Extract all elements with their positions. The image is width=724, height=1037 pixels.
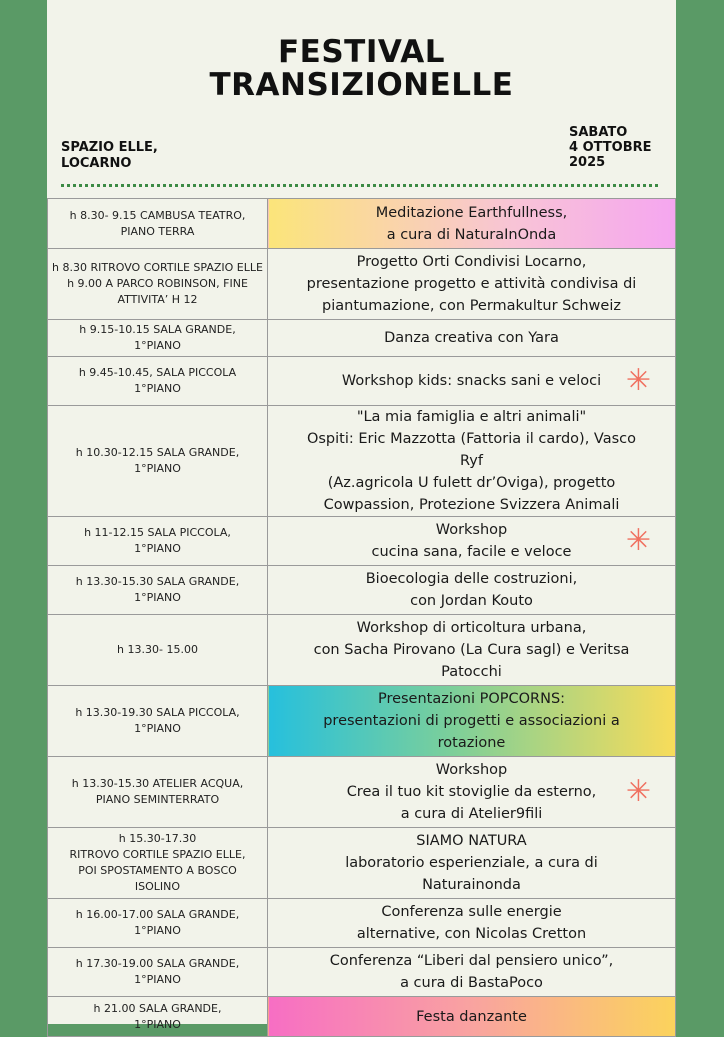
activity-cell [268, 686, 676, 757]
festival-title: FESTIVAL TRANSIZIONELLE [209, 34, 514, 103]
activity-text: Workshop di orticoltura urbana, con Sacha Pirovano (La Cura sagl) e Veritsa Patocchi [313, 620, 630, 680]
activity-text: SIAMO NATURA laboratorio esperienziale, a cura di Naturainonda [345, 833, 598, 893]
table-row [48, 517, 676, 566]
activity-text: Conferenza “Liberi dal pensiero unico”, a cura di BastaPoco [329, 953, 614, 991]
activity-text: Conferenza sulle energie alternative, con Nicolas Cretton [356, 904, 587, 942]
activity-text: "La mia famiglia e altri animali" Ospiti: Eric Mazzotta (Fattoria il cardo), Vasco Ryf (Az.agricola U fulett dr’Oviga), progetto Cowpassion, Protezione Svizzera Animali [306, 409, 637, 513]
time-cell: h 13.30-15.30 SALA GRANDE, 1°PIANO [48, 566, 268, 615]
activity-cell [268, 406, 676, 517]
time-cell: h 13.30- 15.00 [48, 615, 268, 686]
activity-cell [268, 899, 676, 948]
activity-text: Danza creativa con Yara [384, 330, 559, 346]
activity-cell [268, 997, 676, 1037]
asterisk-icon: ✳ [625, 774, 651, 809]
activity-cell [268, 757, 676, 828]
table-row [48, 615, 676, 686]
activity-text: Bioecologia delle costruzioni, con Jordan Kouto [365, 571, 578, 609]
activity-text: Workshop kids: snacks sani e veloci [341, 373, 602, 389]
time-cell: h 11-12.15 SALA PICCOLA, 1°PIANO [48, 517, 268, 566]
activity-cell [268, 517, 676, 566]
poster [47, 0, 676, 1031]
time-cell: h 15.30-17.30 RITROVO CORTILE SPAZIO ELLE, POI SPOSTAMENTO A BOSCO ISOLINO [48, 828, 268, 899]
activity-cell [268, 320, 676, 357]
table-row [48, 828, 676, 899]
table-row [48, 566, 676, 615]
asterisk-icon: ✳ [625, 363, 651, 398]
activity-cell [268, 566, 676, 615]
activity-cell [268, 199, 676, 249]
table-row [48, 686, 676, 757]
asterisk-icon: ✳ [625, 523, 651, 558]
activity-text: Meditazione Earthfullness, a cura di NaturaInOnda [375, 204, 568, 243]
table-row [48, 249, 676, 320]
table-row [48, 406, 676, 517]
activity-cell [268, 828, 676, 899]
activity-text: Workshop Crea il tuo kit stoviglie da esterno, a cura di Atelier9fili [346, 762, 597, 822]
activity-text: Workshop cucina sana, facile e veloce [371, 522, 572, 560]
time-cell: h 8.30 RITROVO CORTILE SPAZIO ELLE h 9.00 A PARCO ROBINSON, FINE ATTIVITA’ H 12 [48, 249, 268, 320]
activity-text: Festa danzante [416, 1008, 527, 1025]
table-row [48, 948, 676, 997]
time-cell: h 13.30-19.30 SALA PICCOLA, 1°PIANO [48, 686, 268, 757]
table-row [48, 199, 676, 249]
venue-label: SPAZIO ELLE, LOCARNO [61, 140, 158, 171]
time-cell: h 17.30-19.00 SALA GRANDE, 1°PIANO [48, 948, 268, 997]
activity-cell [268, 615, 676, 686]
time-cell: h 13.30-15.30 ATELIER ACQUA, PIANO SEMINTERRATO [48, 757, 268, 828]
time-cell: h 9.45-10.45, SALA PICCOLA 1°PIANO [48, 357, 268, 406]
time-cell: h 16.00-17.00 SALA GRANDE, 1°PIANO [48, 899, 268, 948]
activity-text: Presentazioni POPCORNS: presentazioni di progetti e associazioni a rotazione [323, 691, 620, 751]
time-cell: h 10.30-12.15 SALA GRANDE, 1°PIANO [48, 406, 268, 517]
dotted-divider [61, 184, 658, 187]
activity-cell [268, 249, 676, 320]
activity-cell [268, 948, 676, 997]
event-date: SABATO 4 OTTOBRE 2025 [569, 125, 652, 170]
schedule-table [47, 198, 676, 1037]
table-row [48, 757, 676, 828]
activity-text: Progetto Orti Condivisi Locarno, presentazione progetto e attività condivisa di piantumazione, con Permakultur Schweiz [306, 254, 637, 314]
table-row [48, 997, 676, 1037]
time-cell: h 21.00 SALA GRANDE, 1°PIANO [48, 997, 268, 1037]
table-row [48, 899, 676, 948]
table-row [48, 320, 676, 357]
time-cell: h 8.30- 9.15 CAMBUSA TEATRO, PIANO TERRA [48, 199, 268, 249]
table-row [48, 357, 676, 406]
time-cell: h 9.15-10.15 SALA GRANDE, 1°PIANO [48, 320, 268, 357]
activity-cell [268, 357, 676, 406]
